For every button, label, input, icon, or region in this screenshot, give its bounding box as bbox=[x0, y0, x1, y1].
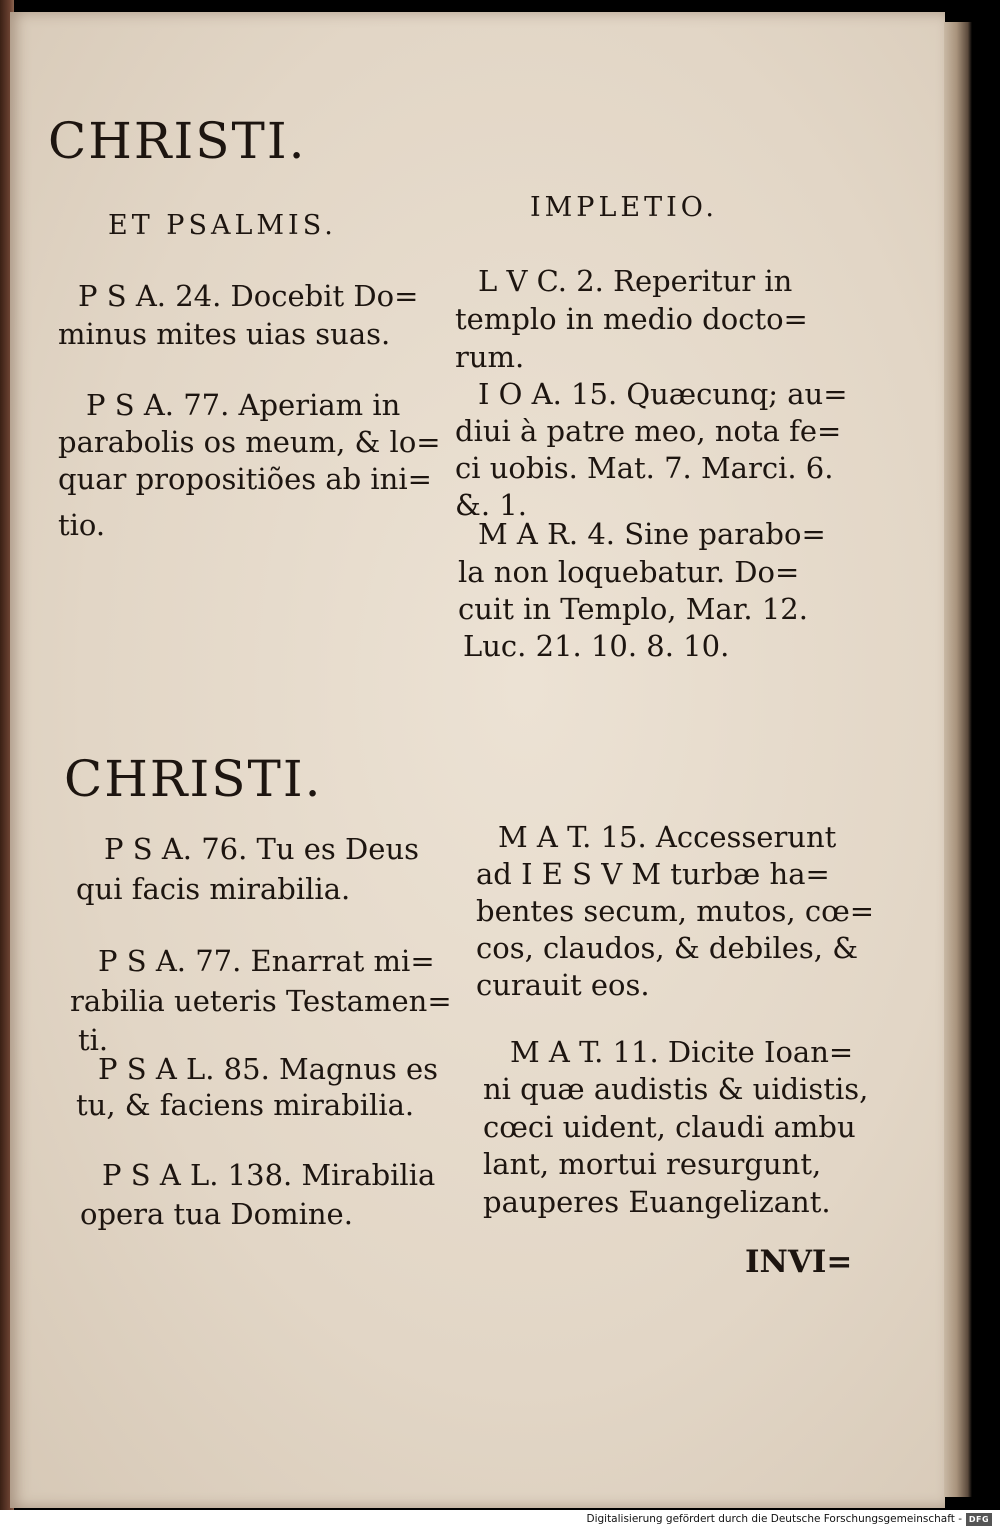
left-line: tu, & faciens mirabilia. bbox=[76, 1088, 415, 1122]
right-line: bentes secum, mutos, cœ= bbox=[476, 894, 875, 928]
right-line: la non loquebatur. Do= bbox=[458, 555, 800, 589]
left-line: P S A. 76. Tu es Deus bbox=[104, 832, 420, 866]
right-line: ad I E S V M turbæ ha= bbox=[476, 857, 830, 891]
right-line: pauperes Euangelizant. bbox=[483, 1185, 831, 1219]
right-line: templo in medio docto= bbox=[455, 302, 808, 336]
left-line: parabolis os meum, & lo= bbox=[58, 425, 441, 459]
right-line: cos, claudos, & debiles, & bbox=[476, 931, 859, 965]
right-line: M A R. 4. Sine parabo= bbox=[478, 517, 826, 551]
right-line: &. 1. bbox=[455, 488, 527, 522]
right-line: rum. bbox=[455, 340, 525, 374]
left-line: P S A. 77. Enarrat mi= bbox=[98, 944, 435, 978]
footer-credit: Digitalisierung gefördert durch die Deutsche Forschungsgemeinschaft - bbox=[586, 1513, 962, 1525]
right-line: M A T. 15. Accesserunt bbox=[498, 820, 837, 854]
left-line: P S A L. 138. Mirabilia bbox=[102, 1158, 436, 1192]
left-line: ti. bbox=[78, 1023, 109, 1057]
right-line: I O A. 15. Quæcunq; au= bbox=[478, 377, 848, 411]
left-line: quar propositiões ab ini= bbox=[58, 462, 432, 496]
left-line: P S A. 24. Docebit Do= bbox=[78, 279, 419, 313]
footer-bar bbox=[0, 1510, 1000, 1529]
right-line: cœci uident, claudi ambu bbox=[483, 1110, 856, 1144]
left-line: rabilia ueteris Testamen= bbox=[70, 984, 452, 1018]
left-line: minus mites uias suas. bbox=[58, 317, 391, 351]
left-line: qui facis mirabilia. bbox=[76, 872, 351, 906]
section-1-left-header: ET PSALMIS. bbox=[108, 210, 337, 241]
right-line: ci uobis. Mat. 7. Marci. 6. bbox=[455, 451, 834, 485]
right-line: lant, mortui resurgunt, bbox=[483, 1147, 822, 1181]
section-1-right-header: IMPLETIO. bbox=[530, 192, 718, 223]
right-line: Luc. 21. 10. 8. 10. bbox=[463, 629, 730, 663]
right-line: M A T. 11. Dicite Ioan= bbox=[510, 1035, 854, 1069]
left-line: P S A. 77. Aperiam in bbox=[86, 388, 401, 422]
right-line: ni quæ audistis & uidistis, bbox=[483, 1072, 869, 1106]
left-line: P S A L. 85. Magnus es bbox=[98, 1052, 439, 1086]
left-line: opera tua Domine. bbox=[80, 1197, 353, 1231]
dfg-logo: DFG bbox=[966, 1513, 992, 1526]
catchword: INVI= bbox=[745, 1244, 853, 1280]
left-line: tio. bbox=[58, 508, 106, 542]
right-line: curauit eos. bbox=[476, 968, 650, 1002]
right-line: L V C. 2. Reperitur in bbox=[478, 264, 793, 298]
section-1-title: CHRISTI. bbox=[48, 112, 307, 170]
right-line: diui à patre meo, nota fe= bbox=[455, 414, 842, 448]
page-edge bbox=[944, 22, 972, 1497]
section-2-title: CHRISTI. bbox=[64, 750, 323, 808]
right-line: cuit in Templo, Mar. 12. bbox=[458, 592, 808, 626]
